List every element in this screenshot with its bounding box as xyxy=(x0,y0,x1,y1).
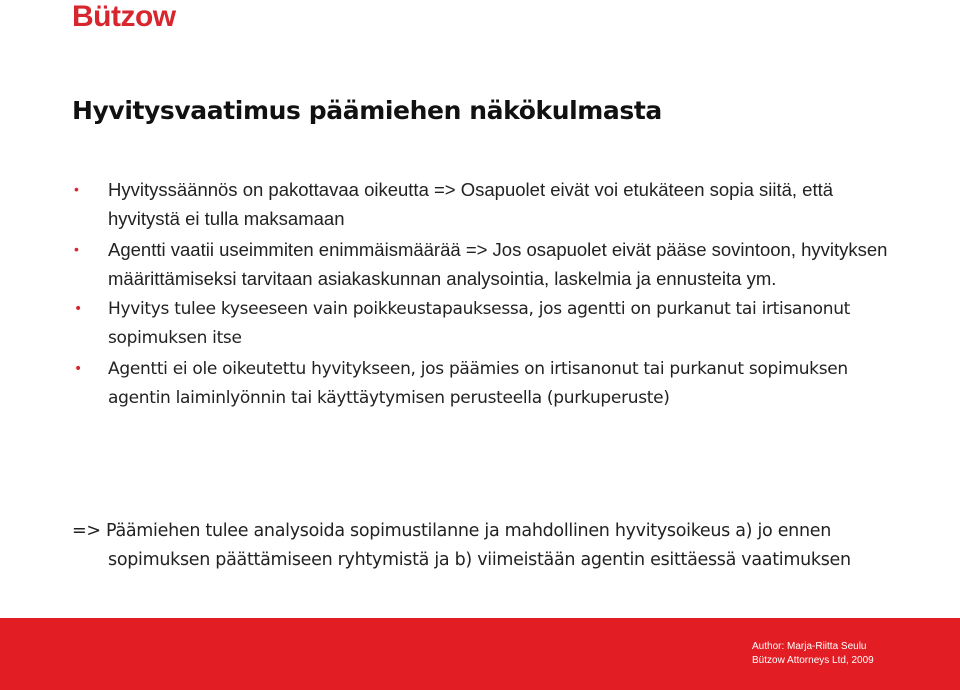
bullet-item-4 xyxy=(72,355,892,413)
bullet-list xyxy=(72,175,892,415)
conclusion-text: => Päämiehen tulee analysoida sopimustilanne ja mahdollinen hyvitysoikeus a) jo ennen sopimuksen päättämiseen ryhtymistä ja b) viimeistään agentin esittäessä vaatimuksen xyxy=(72,521,851,570)
bullet-item-3 xyxy=(72,295,892,353)
bullet-text: Hyvityssäännös on pakottavaa oikeutta => Osapuolet eivät voi etukäteen sopia siitä, että hyvitystä ei tulla maksamaan xyxy=(108,179,834,229)
bullet-item-1 xyxy=(72,175,892,233)
bullet-text: Agentti ei ole oikeutettu hyvitykseen, jos päämies on irtisanonut tai purkanut sopimuksen agentin laiminlyönnin tai käyttäytymisen perusteella (purkuperuste) xyxy=(108,359,848,408)
slide-title: Hyvitysvaatimus päämiehen näkökulmasta xyxy=(72,96,662,125)
bullet-text: Agentti vaatii useimmiten enimmäismäärää => Jos osapuolet eivät pääse sovintoon, hyvityksen määrittämiseksi tarvitaan asiakaskunnan analysointia, laskelmia ja ennusteita ym. xyxy=(108,239,888,289)
butzow-logo: Bützow xyxy=(72,0,176,33)
footer-bar xyxy=(0,618,960,690)
footer-firm: Bützow Attorneys Ltd, 2009 xyxy=(752,655,874,666)
bullet-dot-icon: • xyxy=(74,241,79,257)
bullet-text: Hyvitys tulee kyseeseen vain poikkeustapauksessa, jos agentti on purkanut tai irtisanonut sopimuksen itse xyxy=(108,299,851,348)
bullet-dot-icon: • xyxy=(74,361,82,377)
bullet-dot-icon: • xyxy=(74,181,79,197)
footer-author: Author: Marja-Riitta Seulu xyxy=(752,641,867,652)
bullet-dot-icon: • xyxy=(74,301,82,317)
bullet-item-2 xyxy=(72,235,892,293)
